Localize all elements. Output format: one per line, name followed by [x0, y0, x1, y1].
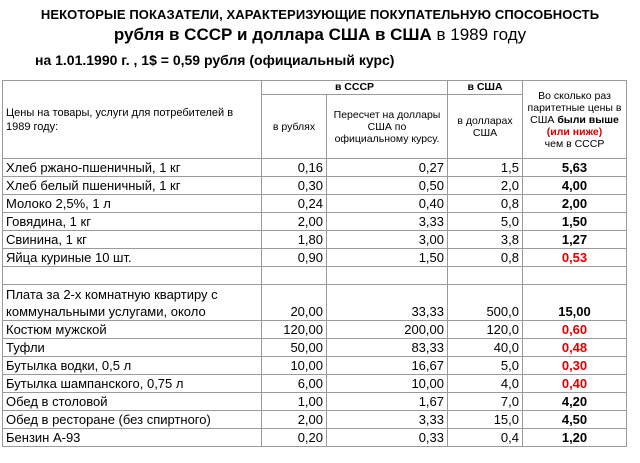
usd-cell: 2,0	[448, 177, 523, 195]
ratio-cell: 4,00	[523, 177, 627, 195]
item-cell: Костюм мужской	[3, 321, 262, 339]
table-row	[3, 177, 627, 195]
usd-cell: 0,4	[448, 429, 523, 447]
title-line-1: НЕКОТОРЫЕ ПОКАЗАТЕЛИ, ХАРАКТЕРИЗУЮЩИЕ ПОКУПАТЕЛЬНУЮ СПОСОБНОСТЬ	[40, 7, 600, 22]
spacer-cell	[327, 267, 448, 285]
table-row	[3, 339, 627, 357]
ratio-cell: 15,00	[523, 285, 627, 321]
usd-cell: 4,0	[448, 375, 523, 393]
conv-cell: 0,33	[327, 429, 448, 447]
item-cell: Хлеб белый пшеничный, 1 кг	[3, 177, 262, 195]
conv-cell: 83,33	[327, 339, 448, 357]
conv-cell: 0,50	[327, 177, 448, 195]
rub-cell: 1,00	[262, 393, 327, 411]
ratio-cell: 1,20	[523, 429, 627, 447]
item-cell: Свинина, 1 кг	[3, 231, 262, 249]
item-cell: Говядина, 1 кг	[3, 213, 262, 231]
item-cell: Туфли	[3, 339, 262, 357]
usd-cell: 500,0	[448, 285, 523, 321]
usd-cell: 0,8	[448, 249, 523, 267]
conv-cell: 0,40	[327, 195, 448, 213]
usd-cell: 15,0	[448, 411, 523, 429]
table-row	[3, 429, 627, 447]
spacer-cell	[3, 267, 262, 285]
conv-cell: 1,50	[327, 249, 448, 267]
item-cell: Обед в ресторане (без спиртного)	[3, 411, 262, 429]
title-line-2-bold: рубля в СССР и доллара США в США	[113, 25, 432, 44]
table-row	[3, 285, 627, 321]
item-cell: Бензин А-93	[3, 429, 262, 447]
rub-cell: 1,80	[262, 231, 327, 249]
ratio-cell: 0,30	[523, 357, 627, 375]
table-row	[3, 411, 627, 429]
table-row	[3, 357, 627, 375]
header-ratio-pre: Во сколько раз паритетные цены в США	[527, 89, 622, 126]
header-ratio	[523, 81, 627, 159]
item-cell: Хлеб ржано-пшеничный, 1 кг	[3, 159, 262, 177]
usd-cell: 5,0	[448, 357, 523, 375]
item-cell: Молоко 2,5%, 1 л	[3, 195, 262, 213]
spacer-cell	[262, 267, 327, 285]
item-cell: Бутылка водки, 0,5 л	[3, 357, 262, 375]
rub-cell: 0,90	[262, 249, 327, 267]
table-row	[3, 321, 627, 339]
item-cell: Обед в столовой	[3, 393, 262, 411]
rub-cell: 0,20	[262, 429, 327, 447]
rub-cell: 20,00	[262, 285, 327, 321]
header-col-conv: Пересчет на доллары США по официальному курсу.	[327, 95, 448, 159]
ratio-cell: 1,50	[523, 213, 627, 231]
ratio-cell: 4,50	[523, 411, 627, 429]
rub-cell: 0,16	[262, 159, 327, 177]
conv-cell: 3,00	[327, 231, 448, 249]
header-ratio-red: (или ниже)	[546, 125, 603, 138]
header-usa: в США	[448, 81, 523, 95]
usd-cell: 5,0	[448, 213, 523, 231]
table-row	[3, 159, 627, 177]
table-row	[3, 195, 627, 213]
ratio-cell: 5,63	[523, 159, 627, 177]
rub-cell: 6,00	[262, 375, 327, 393]
header-col-usd: в долларах США	[448, 95, 523, 159]
ratio-cell: 2,00	[523, 195, 627, 213]
ratio-cell: 0,60	[523, 321, 627, 339]
header-ratio-post: чем в СССР	[544, 137, 605, 150]
usd-cell: 3,8	[448, 231, 523, 249]
subtitle-exchange-rate: на 1.01.1990 г. , 1$ = 0,59 рубля (официальный курс)	[35, 52, 395, 68]
rub-cell: 10,00	[262, 357, 327, 375]
item-cell: Яйца куриные 10 шт.	[3, 249, 262, 267]
ratio-cell: 0,48	[523, 339, 627, 357]
conv-cell: 0,27	[327, 159, 448, 177]
conv-cell: 3,33	[327, 411, 448, 429]
spacer-cell	[523, 267, 627, 285]
header-col-rub: в рублях	[262, 95, 327, 159]
conv-cell: 16,67	[327, 357, 448, 375]
ratio-cell: 4,20	[523, 393, 627, 411]
spacer-cell	[448, 267, 523, 285]
ratio-cell: 1,27	[523, 231, 627, 249]
price-comparison-table	[2, 80, 627, 447]
table-row	[3, 393, 627, 411]
item-cell: Бутылка шампанского, 0,75 л	[3, 375, 262, 393]
rub-cell: 0,30	[262, 177, 327, 195]
conv-cell: 10,00	[327, 375, 448, 393]
usd-cell: 40,0	[448, 339, 523, 357]
usd-cell: 1,5	[448, 159, 523, 177]
ratio-cell: 0,53	[523, 249, 627, 267]
usd-cell: 120,0	[448, 321, 523, 339]
rub-cell: 50,00	[262, 339, 327, 357]
conv-cell: 33,33	[327, 285, 448, 321]
item-cell: Плата за 2-х комнатную квартиру с коммунальными услугами, около	[3, 285, 262, 321]
header-label: Цены на товары, услуги для потребителей в 1989 году:	[3, 81, 262, 159]
title-line-2-plain: в 1989 году	[431, 25, 527, 44]
header-ussr: в СССР	[262, 81, 448, 95]
table-row	[3, 213, 627, 231]
table-row	[3, 375, 627, 393]
table-row	[3, 249, 627, 267]
ratio-cell: 0,40	[523, 375, 627, 393]
rub-cell: 2,00	[262, 411, 327, 429]
title-line-2	[0, 25, 640, 45]
table-row	[3, 231, 627, 249]
rub-cell: 2,00	[262, 213, 327, 231]
header-ratio-bold: были выше	[557, 113, 619, 126]
rub-cell: 0,24	[262, 195, 327, 213]
conv-cell: 1,67	[327, 393, 448, 411]
spacer-row	[3, 267, 627, 285]
conv-cell: 3,33	[327, 213, 448, 231]
conv-cell: 200,00	[327, 321, 448, 339]
rub-cell: 120,00	[262, 321, 327, 339]
usd-cell: 7,0	[448, 393, 523, 411]
usd-cell: 0,8	[448, 195, 523, 213]
header-group-row	[3, 81, 627, 95]
